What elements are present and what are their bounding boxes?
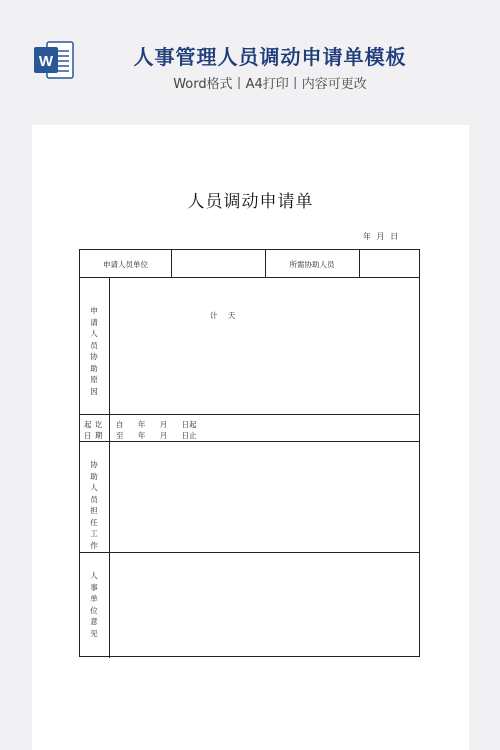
needed-assistant-field[interactable] [360, 250, 420, 277]
hr-opinion-field[interactable] [110, 553, 421, 657]
applicant-unit-field[interactable] [172, 250, 265, 277]
needed-assistant-label: 所需协助人员 [289, 260, 335, 269]
assist-reason-label: 申请人员协助原因 [90, 306, 98, 396]
hr-opinion-label: 人事单位意见 [90, 571, 98, 638]
row-divider [80, 414, 419, 415]
word-icon-letter: W [38, 53, 54, 70]
page-subtitle: Word格式丨A4打印丨内容可更改 [173, 77, 367, 92]
document-title: 人员调动申请单 [187, 192, 314, 212]
header [0, 0, 500, 115]
assist-reason-field[interactable] [110, 278, 421, 414]
assistant-duty-field[interactable] [110, 442, 421, 552]
application-form-table [79, 249, 420, 657]
page-title: 人事管理人员调动申请单模板 [133, 45, 407, 69]
date-line: 年 月 日 [363, 232, 399, 241]
date-range-label-1: 起 讫 [84, 420, 103, 429]
date-from-line[interactable]: 自 年 月 日起 [116, 420, 197, 429]
date-range-label-2: 日 期 [84, 431, 103, 440]
assistant-duty-label: 协助人员担任工作 [90, 460, 98, 550]
date-to-line[interactable]: 至 年 月 日止 [116, 431, 197, 440]
document-page [32, 125, 469, 750]
applicant-unit-label: 申请人员单位 [103, 260, 148, 269]
days-count-text: 计 天 [210, 311, 236, 320]
